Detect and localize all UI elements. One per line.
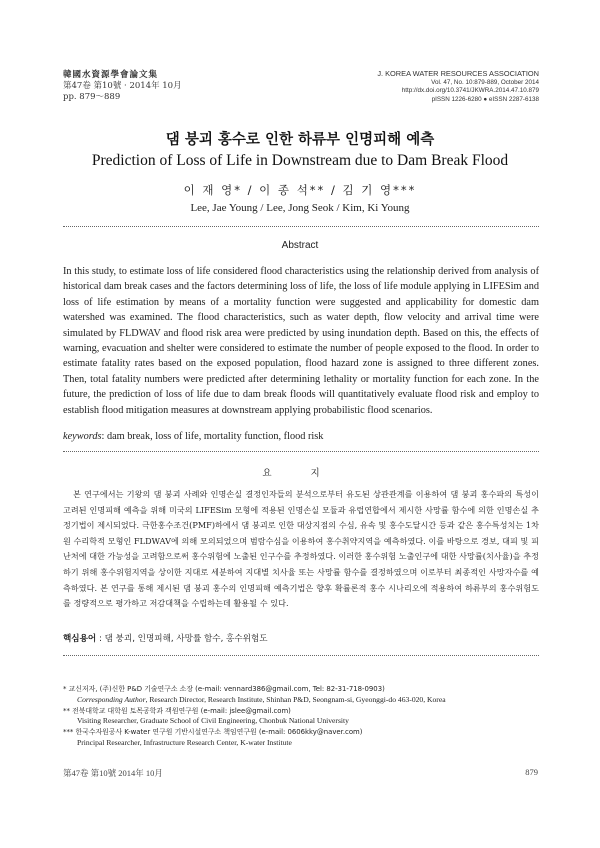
divider-top <box>63 226 539 227</box>
authors-korean: 이 재 영* / 이 종 석** / 김 기 영*** <box>183 183 417 197</box>
journal-header-korean <box>63 70 182 103</box>
journal-header-english <box>377 70 539 104</box>
keywords-label: keywords <box>63 431 102 442</box>
keywords-english <box>63 431 539 442</box>
keywords-list-korean: : 댐 붕괴, 인명피해, 사망률 함수, 홍수위험도 <box>96 634 268 644</box>
footnote-1-affiliation: , Research Director, Research Institute, Shinhan P&D, Seongnam-si, Gyeonggi-do 463-020, Korea <box>145 694 446 704</box>
summary-text-korean: 본 연구에서는 기왕의 댐 붕괴 사례와 인명손실 결정인자들의 분석으로부터 유도된 상관관계를 이용하여 댐 붕괴 홍수파의 특성이 고려된 인명피해 예측을 위해 미국의 LIFESim 모형에 적용된 인명손실 모듈과 유럽연합에서 제시한 사망률 함수에 의한 인명손실 추정기법이 제시되었다. 극한홍수조건(PMF)하에서 댐 붕괴로 인한 대상지점의 수심, 유속 및 홍수도달시간 등과 같은 홍수특성치는 1차원 수리학적 모형인 FLDWAV에 의해 모의되었으며 범람수심을 이용하여 홍수취약지역을 예측하였다. 이를 바탕으로 경보, 대피 및 피난처에 대한 가능성을 고려함으로써 홍수위험에 노출된 인구수를 추정하였다. 이러한 홍수위험 노출인구에 대한 사망률(치사율)을 추정하기 위해 홍수위험지역을 상이한 지대로 세분하여 지대별 치사율 또는 사망률 함수를 결정하였으며 이로부터 최종적인 사망자수를 예측하였다. 본 연구를 통해 제시된 댐 붕괴 홍수의 인명피해 예측기법은 향후 확률론적 홍수 시나리오에 적용하여 하류부의 홍수위험도를 정량적으로 평가하고 저감대책을 수립하는데 활용될 수 있다. <box>63 489 539 609</box>
journal-name-korean: 韓國水資源學會論文集 <box>63 70 159 80</box>
title-english: Prediction of Loss of Life in Downstream due to Dam Break Flood <box>91 152 509 169</box>
page-number: 879 <box>525 767 538 777</box>
divider-bottom <box>63 655 539 656</box>
authors-english: Lee, Jae Young / Lee, Jong Seok / Kim, Ki Young <box>190 202 410 214</box>
footnote-3-korean: *** 한국수자원공사 K-water 연구원 기반시설연구소 책임연구원 (e-mail: 0606kky@naver.com) <box>63 728 363 737</box>
issn: pISSN 1226-6280 ● eISSN 2287-6138 <box>431 95 539 103</box>
summary-heading-korean: 요 지 <box>262 468 338 479</box>
volume-korean: 第47卷 第10號 · 2014年 10月 <box>63 81 182 91</box>
footnotes <box>63 684 539 749</box>
keywords-label-korean: 핵심용어 <box>63 634 97 644</box>
page-range: pp. 879～889 <box>63 92 121 102</box>
keywords-korean <box>63 632 539 644</box>
doi-link[interactable]: http://dx.doi.org/10.3741/JKWRA.2014.47.10.879 <box>401 87 539 95</box>
footnote-1-korean: * 교신저자, (주)신한 P&D 기술연구소 소장 (e-mail: vennard386@gmail.com, Tel: 82-31-718-0903) <box>63 685 385 693</box>
journal-name-english: J. KOREA WATER RESOURCES ASSOCIATION <box>377 69 539 78</box>
footnote-1-role: Corresponding Author <box>77 694 146 704</box>
title-korean: 댐 붕괴 홍수로 인한 하류부 인명피해 예측 <box>165 132 435 148</box>
footer-issue: 第47卷 第10號 2014年 10月 <box>63 768 163 778</box>
keywords-list: : dam break, loss of life, mortality function, flood risk <box>101 431 324 442</box>
divider-middle <box>63 451 539 452</box>
footnote-3-english: Principal Researcher, Infrastructure Research Center, K-water Institute <box>77 737 292 747</box>
footnote-2-english: Visiting Researcher, Graduate School of Civil Engineering, Chonbuk National University <box>77 716 349 726</box>
footnote-2-korean: ** 전북대학교 대학원 토목공학과 객원연구원 (e-mail: jslee@gmail.com) <box>63 706 291 715</box>
abstract-text: In this study, to estimate loss of life considered flood characteristics using the relationship derived from analysis of historical dam break cases and the factors determining loss of life, the loss of life module applying in LIFESim and loss of life estimation by means of a mortality function were suggested and applicability for domestic dam watershed was examined. The flood characteristics, such as water depth, flow velocity and arrival time were simulated by FLDWAV and flood risk area were predicted by using inundation depth. Based on this, the effects of warning, evacuation and shelter were considered to estimate the number of people exposed to the flood. In order to estimate fatality rates based on the exposed population, flood hazard zone is assigned to three different zones. Then, total fatality numbers were predicted after determining lethality or mortality function for each zone. In the future, the prediction of loss of life due to dam break floods will quantitatively evaluate flood risk and employ to establish flood mitigation measures at downstream applying probabilistic flood scenarios. <box>63 266 539 416</box>
abstract-heading: Abstract <box>281 240 319 251</box>
footnote-1-english <box>63 695 539 706</box>
volume-english: Vol. 47, No. 10:879-889, October 2014 <box>431 78 539 86</box>
